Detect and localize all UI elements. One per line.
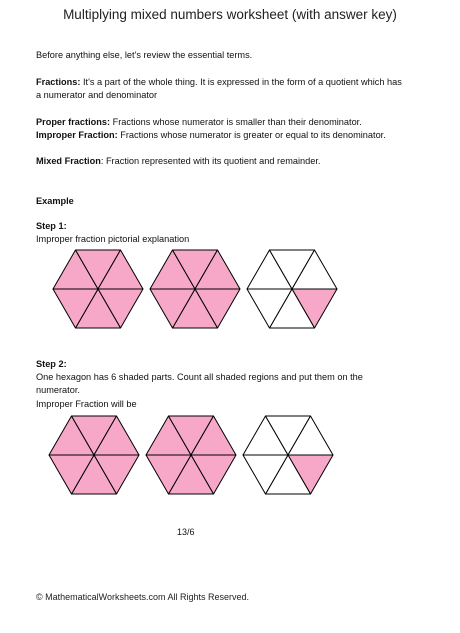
step1-text: Improper fraction pictorial explanation bbox=[36, 234, 190, 244]
hexagon bbox=[53, 250, 143, 328]
fractions-term: Fractions: bbox=[36, 77, 81, 87]
hexagon-row-step2 bbox=[48, 415, 334, 495]
proper-term: Proper fractions: bbox=[36, 117, 111, 127]
improper-text: Fractions whose numerator is greater or equal to its denominator. bbox=[117, 130, 386, 140]
improper-term: Improper Fraction: bbox=[36, 130, 118, 140]
proper-fraction-definition bbox=[36, 116, 408, 129]
improper-fraction-definition bbox=[36, 129, 408, 142]
hexagon bbox=[243, 416, 333, 494]
hexagon bbox=[146, 416, 236, 494]
intro-text: Before anything else, let's review the essential terms. bbox=[36, 50, 253, 60]
copyright-footer: © MathematicalWorksheets.com All Rights Reserved. bbox=[36, 592, 250, 602]
step2-text: One hexagon has 6 shaded parts. Count all shaded regions and put them on the numerator. bbox=[36, 372, 363, 395]
fractions-definition bbox=[36, 76, 408, 102]
hexagon-row-step1 bbox=[52, 249, 338, 329]
hexagon bbox=[150, 250, 240, 328]
mixed-term: Mixed Fraction bbox=[36, 156, 101, 166]
improper-fraction-result: 13/6 bbox=[177, 527, 195, 537]
mixed-text: : Fraction represented with its quotient and remainder. bbox=[100, 156, 321, 166]
hexagon bbox=[247, 250, 337, 328]
hexagon-group bbox=[52, 249, 338, 329]
hexagon-group bbox=[48, 415, 334, 495]
worksheet-title: Multiplying mixed numbers worksheet (with answer key) bbox=[63, 7, 397, 22]
step2-text-improper: Improper Fraction will be bbox=[36, 399, 137, 409]
step2-label: Step 2: bbox=[36, 359, 67, 369]
proper-text: Fractions whose numerator is smaller than their denominator. bbox=[110, 117, 362, 127]
mixed-fraction-definition bbox=[36, 155, 408, 168]
fractions-text: It's a part of the whole thing. It is expressed in the form of a quotient which has a numerator and denominator bbox=[36, 77, 402, 100]
step1-label: Step 1: bbox=[36, 221, 67, 231]
example-heading: Example bbox=[36, 196, 74, 206]
hexagon bbox=[49, 416, 139, 494]
